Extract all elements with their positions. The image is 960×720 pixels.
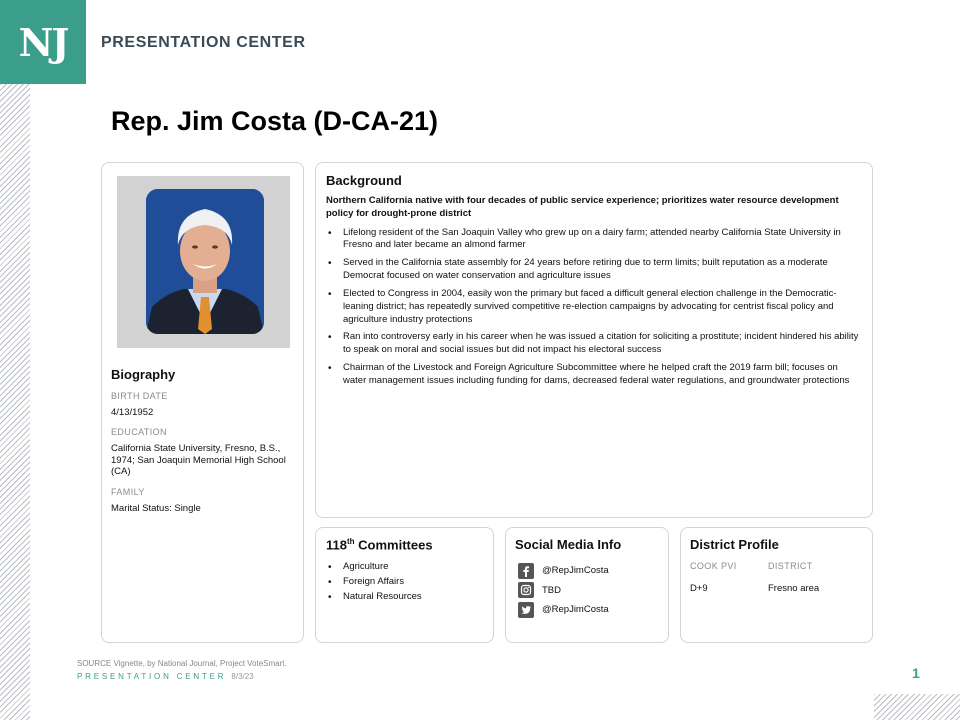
cook-pvi-value: D+9 <box>690 583 708 594</box>
district-profile-card <box>680 527 873 643</box>
logo-text: NJ <box>18 19 68 65</box>
background-bullet: • Served in the California state assembly for 24 years before retiring due to term limits; built reputation as a moderate Democrat focused on water conservation and agriculture issues <box>326 257 862 283</box>
committees-heading-num: 118 <box>326 537 347 553</box>
footer-brand-text: PRESENTATION CENTER <box>77 672 227 681</box>
committee-item: • Foreign Affairs <box>326 576 433 589</box>
committees-heading-sup: th <box>346 537 355 546</box>
background-list <box>326 227 862 388</box>
facebook-handle[interactable]: @RepJimCosta <box>542 565 609 577</box>
committees-list <box>326 561 433 603</box>
source-note: SOURCE Vignette, by National Journal, Project VoteSmart. <box>77 659 287 668</box>
cook-pvi-label: COOK PVI <box>690 561 737 571</box>
footer-date: 8/3/23 <box>231 672 254 681</box>
page-title: Rep. Jim Costa (D-CA-21) <box>111 106 439 136</box>
district-label: DISTRICT <box>768 561 813 571</box>
education-label: EDUCATION <box>111 427 167 438</box>
instagram-icon <box>518 582 534 598</box>
social-row-twitter <box>515 600 621 620</box>
twitter-icon <box>518 602 534 618</box>
district-profile-heading: District Profile <box>690 537 779 552</box>
committee-item: • Agriculture <box>326 561 433 574</box>
district-value: Fresno area <box>768 583 820 594</box>
decorative-hatch-left <box>0 84 30 720</box>
nj-logo <box>0 0 86 84</box>
committees-card <box>315 527 494 643</box>
background-card <box>315 162 873 518</box>
committees-heading-rest: Committees <box>354 537 433 553</box>
portrait-frame <box>117 176 290 348</box>
decorative-hatch-bottom <box>874 694 960 720</box>
instagram-handle: TBD <box>542 584 561 596</box>
education-value: California State University, Fresno, B.S., 1974; San Joaquin Memorial High School (CA) <box>111 443 286 478</box>
birth-date-value: 4/13/1952 <box>111 407 154 418</box>
background-bullet: • Chairman of the Livestock and Foreign Agriculture Subcommittee where he helped craft the 2019 farm bill; focuses on water management issues including funding for dams, decreased federal water regulations, and groundwater protections <box>326 362 862 388</box>
family-label: FAMILY <box>111 486 145 497</box>
social-media-card <box>505 527 669 643</box>
family-value: Marital Status: Single <box>111 502 201 514</box>
birth-date-label: BIRTH DATE <box>111 391 168 401</box>
background-lead: Northern California native with four decades of public service experience; prioritizes water resource development policy for drought-prone district <box>326 195 839 219</box>
committees-heading <box>326 537 433 552</box>
footer-brand <box>77 672 254 681</box>
biography-heading: Biography <box>111 367 176 382</box>
committee-item: • Natural Resources <box>326 591 433 604</box>
portrait-illustration <box>146 189 264 334</box>
social-media-heading: Social Media Info <box>515 537 622 552</box>
background-heading: Background <box>326 173 402 188</box>
background-bullet: • Ran into controversy early in his career when he was issued a citation for soliciting a prostitute; incident hindered his ability to speak on moral and social issues but did not impact his electoral success <box>326 331 862 357</box>
background-bullet: • Elected to Congress in 2004, easily won the primary but faced a difficult general election challenge in the Democratic-leaning district; has repeatedly survived competitive re-election campaigns by advocating for centrist fiscal policy and agriculture industry protections <box>326 288 862 326</box>
social-row-instagram <box>515 581 621 601</box>
brand-title: PRESENTATION CENTER <box>101 34 306 51</box>
social-row-facebook <box>515 561 621 581</box>
background-bullet: • Lifelong resident of the San Joaquin Valley who grew up on a dairy farm; attended nearby California State University in Fresno and later became an almond farmer <box>326 227 862 253</box>
twitter-handle[interactable]: @RepJimCosta <box>542 604 609 616</box>
facebook-icon <box>518 563 534 579</box>
portrait-photo <box>146 189 264 334</box>
page-number: 1 <box>912 665 920 681</box>
biography-card <box>101 162 304 643</box>
